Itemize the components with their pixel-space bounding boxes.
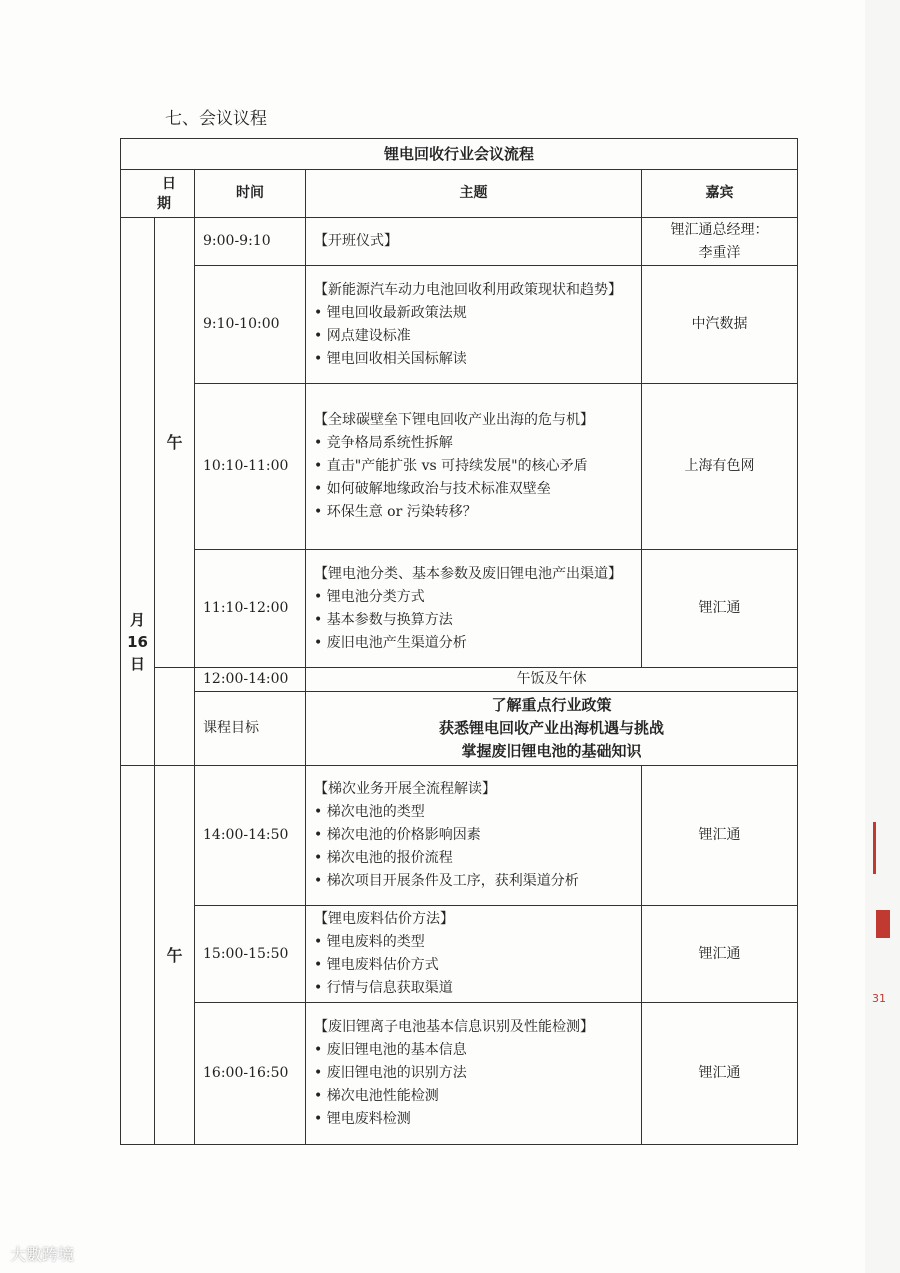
topic-title: 【新能源汽车动力电池回收利用政策现状和趋势】 xyxy=(314,281,622,298)
side-stamp-mark xyxy=(873,822,896,874)
bullet-item: • 废旧锂电池的识别方法 xyxy=(314,1065,467,1081)
bullet-item: • 锂电回收相关国标解读 xyxy=(314,350,467,367)
time-cell: 10:10-11:00 xyxy=(195,384,306,550)
bullet-item: • 梯次电池的类型 xyxy=(314,804,425,820)
table-row xyxy=(121,1003,798,1145)
bullet-item: • 梯次电池性能检测 xyxy=(314,1088,439,1104)
time-cell: 9:10-10:00 xyxy=(195,266,306,384)
side-red-block xyxy=(876,910,890,938)
topic-cell xyxy=(306,384,642,550)
bullet-item: • 行情与信息获取渠道 xyxy=(314,980,453,996)
table-row xyxy=(121,766,798,906)
guest-cell: 锂汇通总经理： 李重洋 xyxy=(642,218,798,266)
table-row xyxy=(121,218,798,266)
goal-item: 获悉锂电回收产业出海机遇与挑战 xyxy=(439,719,665,737)
table-caption: 锂电回收行业会议流程 xyxy=(121,139,798,170)
lunch-cell: 午饭及午休 xyxy=(306,668,798,692)
bullet-item: • 锂电废料检测 xyxy=(314,1111,411,1127)
bullet-item: • 锂电废料估价方式 xyxy=(314,957,439,973)
agenda-table xyxy=(120,138,798,1145)
bullet-item: • 锂电池分类方式 xyxy=(314,588,425,605)
table-row xyxy=(121,550,798,668)
watermark-logo: 大數跨境 xyxy=(10,1245,75,1264)
bullet-item: • 网点建设标准 xyxy=(314,327,411,344)
topic-title: 【梯次业务开展全流程解读】 xyxy=(314,781,496,797)
topic-title: 【锂电池分类、基本参数及废旧锂电池产出渠道】 xyxy=(314,565,622,582)
bullet-item: • 竞争格局系统性拆解 xyxy=(314,435,453,451)
goal-cell xyxy=(306,692,798,766)
table-row xyxy=(121,384,798,550)
topic-title: 【全球碳壁垒下锂电回收产业出海的危与机】 xyxy=(314,412,594,428)
bullet-item: • 环保生意 or 污染转移？ xyxy=(314,504,477,520)
table-row xyxy=(121,668,798,692)
date-blank xyxy=(121,766,155,1145)
topic-cell xyxy=(306,906,642,1003)
period-blank xyxy=(155,668,195,766)
topic-title: 【锂电废料估价方法】 xyxy=(314,911,454,927)
header-time: 时间 xyxy=(195,170,306,218)
bullet-item: • 废旧电池产生渠道分析 xyxy=(314,634,467,651)
topic-cell xyxy=(306,266,642,384)
bullet-item: • 梯次电池的价格影响因素 xyxy=(314,827,481,843)
bullet-item: • 废旧锂电池的基本信息 xyxy=(314,1042,467,1058)
topic-title: 【废旧锂离子电池基本信息识别及性能检测】 xyxy=(314,1019,594,1035)
topic-cell xyxy=(306,766,642,906)
table-row xyxy=(121,906,798,1003)
time-cell: 16:00-16:50 xyxy=(195,1003,306,1145)
period-afternoon: 午 xyxy=(155,766,195,1145)
table-row xyxy=(121,266,798,384)
header-date xyxy=(121,170,195,218)
time-cell: 11:10-12:00 xyxy=(195,550,306,668)
bullet-item: • 锂电回收最新政策法规 xyxy=(314,304,467,321)
topic-title: 【开班仪式】 xyxy=(306,218,642,266)
bullet-item: • 梯次电池的报价流程 xyxy=(314,850,453,866)
goal-item: 掌握废旧锂电池的基础知识 xyxy=(461,742,642,760)
time-cell: 15:00-15:50 xyxy=(195,906,306,1003)
section-title: 七、会议议程 xyxy=(165,109,267,129)
guest-cell: 中汽数据 xyxy=(642,266,798,384)
bullet-item: • 基本参数与换算方法 xyxy=(314,611,453,628)
period-morning: 午 xyxy=(155,218,195,668)
topic-cell xyxy=(306,1003,642,1145)
guest-cell: 锂汇通 xyxy=(642,1003,798,1145)
header-guest: 嘉宾 xyxy=(642,170,798,218)
header-date-bottom: 期 xyxy=(157,195,171,212)
bullet-item: • 直击"产能扩张 vs 可持续发展"的核心矛盾 xyxy=(314,458,588,474)
guest-cell: 上海有色网 xyxy=(642,384,798,550)
header-topic: 主题 xyxy=(306,170,642,218)
time-cell: 9:00-9:10 xyxy=(195,218,306,266)
time-cell: 14:00-14:50 xyxy=(195,766,306,906)
goal-item: 了解重点行业政策 xyxy=(491,696,612,714)
bullet-item: • 梯次项目开展条件及工序，获利渠道分析 xyxy=(314,873,579,889)
header-date-top: 日 xyxy=(162,175,176,192)
guest-cell: 锂汇通 xyxy=(642,550,798,668)
table-row xyxy=(121,692,798,766)
time-cell: 12:00-14:00 xyxy=(195,668,306,692)
side-page-number: 31 xyxy=(872,992,886,1005)
topic-cell xyxy=(306,550,642,668)
bullet-item: • 锂电废料的类型 xyxy=(314,934,425,950)
guest-cell: 锂汇通 xyxy=(642,906,798,1003)
guest-cell: 锂汇通 xyxy=(642,766,798,906)
date-cell: 月 16 日 xyxy=(121,218,155,766)
goal-label: 课程目标 xyxy=(195,692,306,766)
bullet-item: • 如何破解地缘政治与技术标准双壁垒 xyxy=(314,481,551,497)
